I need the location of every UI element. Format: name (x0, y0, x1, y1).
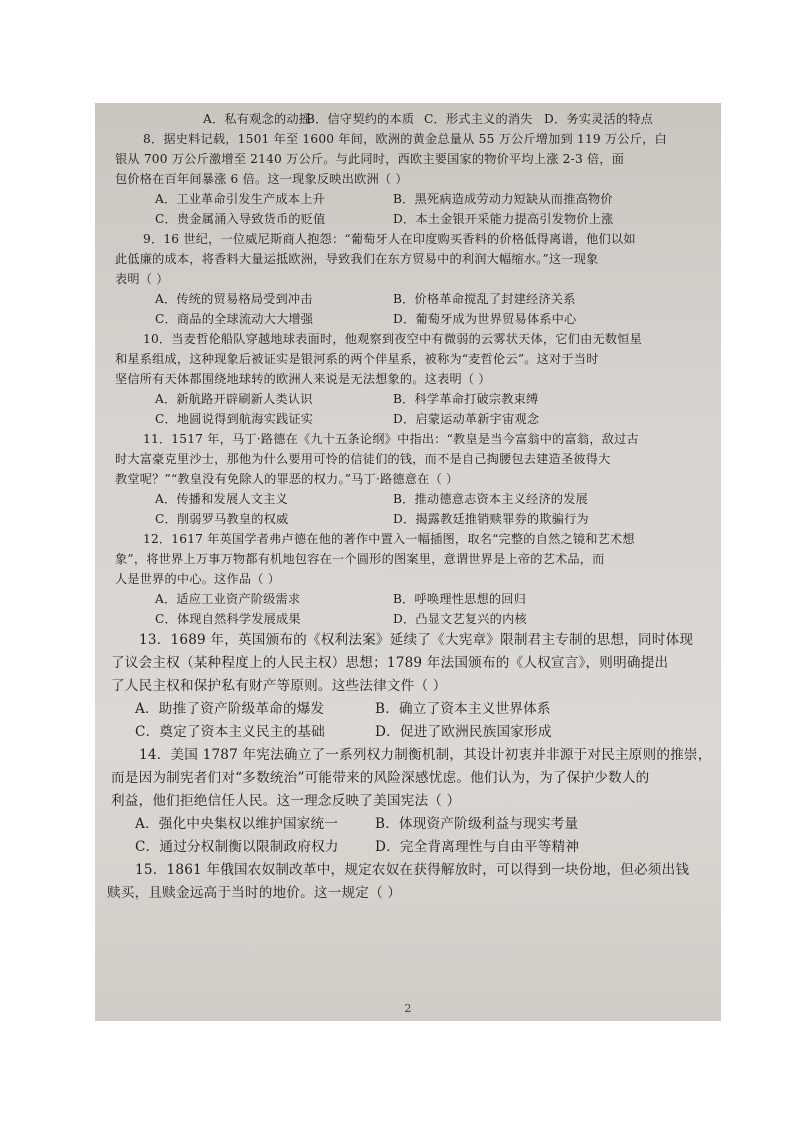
q13-option-c: C．奠定了资本主义民主的基础 (135, 724, 325, 740)
question-8 (115, 129, 707, 229)
q13-option-a: A．助推了资产阶级革命的爆发 (135, 701, 325, 717)
q14-option-d: D．完全背离理性与自由平等精神 (375, 839, 580, 855)
q11-line: 教堂呢？”“教皇没有免除人的罪恶的权力。”马丁·路德意在（ ） (115, 472, 459, 486)
q10-line: 和星系组成，这种现象后被证实是银河系的两个伴星系，被称为“麦哲伦云”。这对于当时 (115, 352, 599, 366)
q10-option-d: D．启蒙运动革新宇宙观念 (393, 412, 540, 426)
q8-line: 银从 700 万公斤激增至 2140 万公斤。与此同时，西欧主要国家的物价平均上涨 2-3 倍，面 (115, 152, 625, 166)
q12-options (155, 589, 707, 629)
q7-options (203, 109, 707, 129)
q15-line: 15．1861 年俄国农奴制改革中，规定农奴在获得解放时，可以得到一块份地，但必须出钱 (135, 862, 690, 878)
question-10 (115, 329, 707, 429)
q9-line: 表明（ ） (115, 272, 169, 286)
q13-options (135, 698, 707, 744)
q9-line: 9．16 世纪，一位威尼斯商人抱怨：“葡萄牙人在印度购买香料的价格低得离谱，他们以如 (143, 232, 636, 246)
q14-options (135, 813, 707, 859)
q11-option-d: D．揭露教廷推销赎罪券的欺骗行为 (393, 512, 589, 526)
q9-line: 此低廉的成本，将香料大量运抵欧洲，导致我们在东方贸易中的利润大幅缩水。”这一现象 (115, 252, 599, 266)
q7-option-b: B．信守契约的本质 (306, 112, 415, 126)
q13-line: 了议会主权（某种程度上的人民主权）思想；1789 年法国颁布的《人权宣言》，则明确提出 (111, 655, 669, 671)
q15-line: 赎买，且赎金远高于当时的地价。这一规定（ ） (107, 885, 402, 901)
q9-option-b: B．价格革命搅乱了封建经济关系 (393, 292, 576, 306)
q13-line: 了人民主权和保护私有财产等原则。这些法律文件（ ） (111, 678, 447, 694)
q9-options (155, 289, 707, 329)
q13-line: 13．1689 年，英国颁布的《权利法案》延续了《大宪章》限制君主专制的思想，同时体现 (139, 632, 694, 648)
q8-option-d: D．本土金银开采能力提高引发物价上涨 (393, 212, 614, 226)
q11-option-a: A．传播和发展人文主义 (155, 492, 288, 506)
q11-line: 11．1517 年，马丁·路德在《九十五条论纲》中指出：“教皇是当今富翁中的富翁，敌过古 (143, 432, 639, 446)
q11-option-b: B．推动德意志资本主义经济的发展 (393, 492, 588, 506)
q10-option-a: A．新航路开辟刷新人类认识 (155, 392, 313, 406)
q8-line: 包价格在百年间暴涨 6 倍。这一现象反映出欧洲（ ） (115, 172, 408, 186)
q8-options (155, 189, 707, 229)
question-15 (107, 859, 707, 905)
q12-option-b: B．呼唤理性思想的回归 (393, 592, 527, 606)
q10-options (155, 389, 707, 429)
q12-option-a: A．适应工业资产阶级需求 (155, 592, 301, 606)
q11-options (155, 489, 707, 529)
q7-option-c: C．形式主义的消失 (424, 112, 533, 126)
q11-option-c: C．削弱罗马教皇的权威 (155, 512, 289, 526)
q10-line: 坚信所有天体都围绕地球转的欧洲人来说是无法想象的。这表明（ ） (115, 372, 491, 386)
q12-option-c: C．体现自然科学发展成果 (155, 612, 301, 626)
q7-option-a: A．私有观念的动摇 (203, 112, 312, 126)
q8-option-c: C．贵金属涌入导致货币的贬值 (155, 212, 326, 226)
question-11 (115, 429, 707, 529)
question-14 (111, 744, 712, 859)
q10-option-b: B．科学革命打破宗教束缚 (393, 392, 539, 406)
q14-line: 14．美国 1787 年宪法确立了一系列权力制衡机制，其设计初衷并非源于对民主原则的推崇， (139, 747, 712, 763)
q9-option-a: A．传统的贸易格局受到冲击 (155, 292, 313, 306)
q8-option-b: B．黑死病造成劳动力短缺从而推高物价 (393, 192, 613, 206)
q14-option-c: C．通过分权制衡以限制政府权力 (135, 839, 339, 855)
q14-line: 利益，他们拒绝信任人民。这一理念反映了美国宪法（ ） (111, 793, 461, 809)
q9-option-c: C．商品的全球流动大大增强 (155, 312, 314, 326)
question-12 (115, 529, 707, 629)
q12-line: 12．1617 年英国学者弗卢德在他的著作中置入一幅插图，取名“完整的自然之镜和艺术想 (143, 532, 635, 546)
question-13 (111, 629, 707, 744)
q12-line: 象”，将世界上万事万物都有机地包容在一个圆形的图案里，意谓世界是上帝的艺术品，而 (115, 552, 605, 566)
q11-line: 时大富豪克里沙士，那他为什么要用可怜的信徒们的钱，而不是自己掏腰包去建造圣彼得大 (115, 452, 611, 466)
q10-option-c: C．地圆说得到航海实践证实 (155, 412, 314, 426)
q8-option-a: A．工业革命引发生产成本上升 (155, 192, 326, 206)
question-9 (115, 229, 707, 329)
q14-line: 而是因为制宪者们对“多数统治”可能带来的风险深感忧虑。他们认为，为了保护少数人的 (111, 770, 650, 786)
q14-option-a: A．强化中央集权以维护国家统一 (135, 816, 339, 832)
exam-page (95, 103, 721, 1021)
q12-option-d: D．凸显文艺复兴的内核 (393, 612, 527, 626)
q13-option-d: D．促进了欧洲民族国家形成 (375, 724, 552, 740)
q12-line: 人是世界的中心。这作品（ ） (115, 572, 281, 586)
scanned-page-photo (95, 103, 721, 1021)
q14-option-b: B．体现资产阶级利益与现实考量 (375, 816, 579, 832)
q8-line: 8．据史料记载，1501 年至 1600 年间，欧洲的黄金总量从 55 万公斤增加到 119 万公斤，白 (143, 132, 667, 146)
page-number: 2 (404, 1002, 412, 1015)
q10-line: 10．当麦哲伦船队穿越地球表面时，他观察到夜空中有微弱的云雾状天体，它们由无数恒星 (143, 332, 643, 346)
q13-option-b: B．确立了资本主义世界体系 (375, 701, 551, 717)
q9-option-d: D．葡萄牙成为世界贸易体系中心 (393, 312, 577, 326)
q7-option-d: D．务实灵活的特点 (544, 112, 654, 126)
